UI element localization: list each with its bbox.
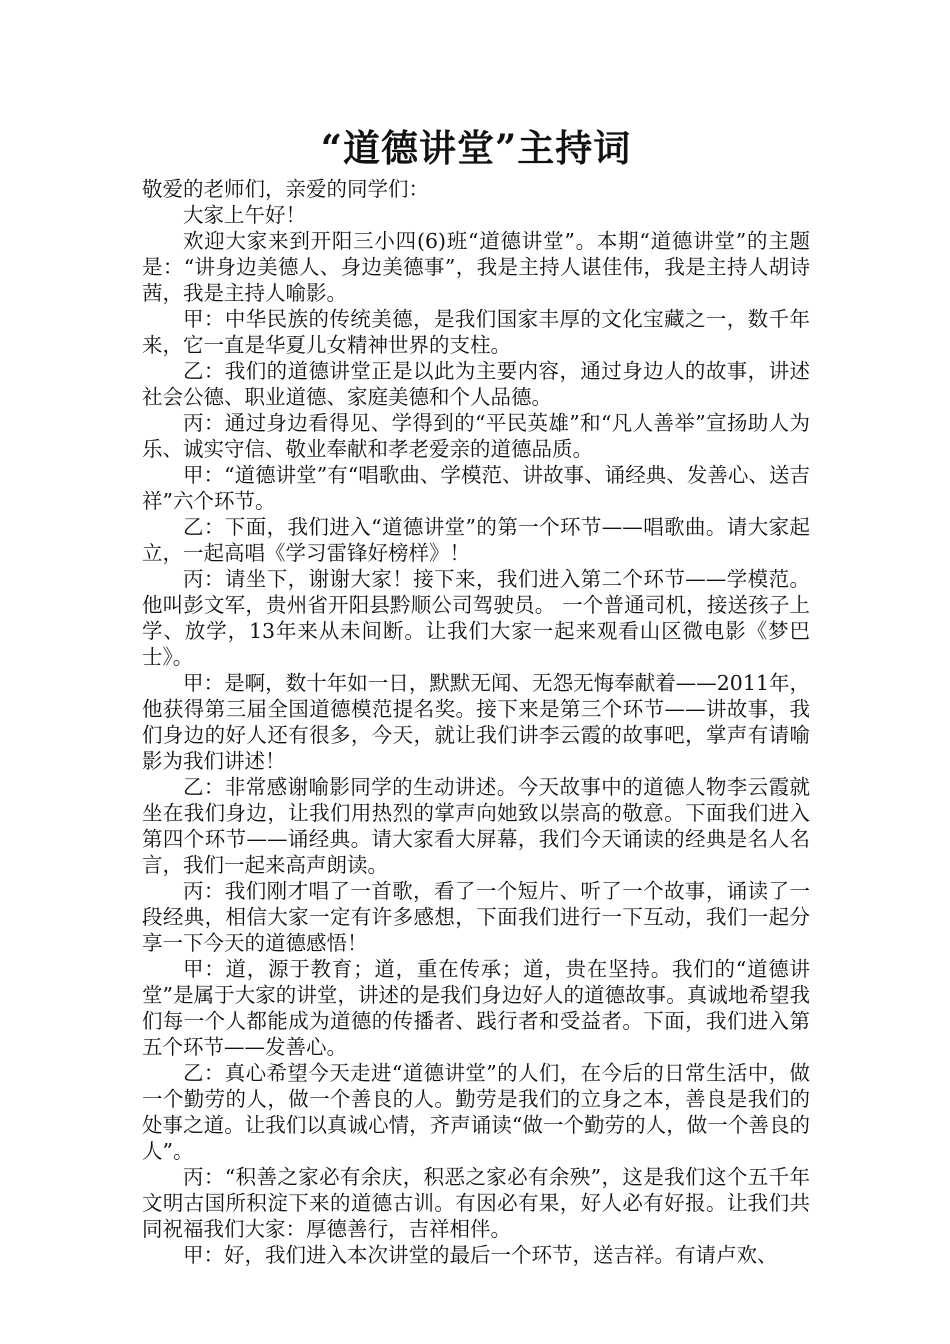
paragraph: 甲：道，源于教育；道，重在传承；道，贵在坚持。我们的“道德讲堂”是属于大家的讲堂，讲述的是我们身边好人的道德故事。真诚地希望我们每一个人都能成为道德的传播者、践行者和受益者。下面，我们进入第五个环节——发善心。 (142, 957, 810, 1059)
salutation: 敬爱的老师们，亲爱的同学们： (142, 177, 429, 201)
paragraph: 乙：非常感谢喻影同学的生动讲述。今天故事中的道德人物李云霞就坐在我们身边，让我们用热烈的掌声向她致以崇高的敬意。下面我们进入第四个环节——诵经典。请大家看大屏幕，我们今天诵读的经典是名人名言，我们一起来高声朗读。 (142, 775, 810, 877)
paragraph: 乙：我们的道德讲堂正是以此为主要内容，通过身边人的故事，讲述社会公德、职业道德、家庭美德和个人品德。 (142, 359, 810, 409)
document-title: “道德讲堂”主持词 (320, 126, 632, 170)
paragraph: 丙：请坐下，谢谢大家！接下来，我们进入第二个环节——学模范。他叫彭文军，贵州省开阳县黔顺公司驾驶员。 一个普通司机，接送孩子上学、放学，13年来从未间断。让我们大家一起来观看山区微电影《梦巴士》。 (142, 567, 810, 669)
paragraph: 甲：是啊，数十年如一日，默默无闻、无怨无悔奉献着——2011年，他获得第三届全国道德模范提名奖。接下来是第三个环节——讲故事，我们身边的好人还有很多，今天，就让我们讲李云霞的故事吧，掌声有请喻影为我们讲述！ (142, 671, 810, 773)
paragraph: 乙：下面，我们进入“道德讲堂”的第一个环节——唱歌曲。请大家起立，一起高唱《学习雷锋好榜样》！ (142, 515, 810, 565)
paragraph: 大家上午好！ (183, 203, 306, 227)
paragraph: 甲：中华民族的传统美德，是我们国家丰厚的文化宝藏之一，数千年来，它一直是华夏儿女精神世界的支柱。 (142, 307, 810, 357)
paragraph: 丙：我们刚才唱了一首歌，看了一个短片、听了一个故事，诵读了一段经典，相信大家一定有许多感想，下面我们进行一下互动，我们一起分享一下今天的道德感悟！ (142, 879, 810, 955)
paragraph: 甲：“道德讲堂”有“唱歌曲、学模范、讲故事、诵经典、发善心、送吉祥”六个环节。 (142, 463, 810, 513)
paragraph: 欢迎大家来到开阳三小四(6)班“道德讲堂”。本期“道德讲堂”的主题是：“讲身边美德人、身边美德事”，我是主持人谌佳伟，我是主持人胡诗茜，我是主持人喻影。 (142, 229, 810, 305)
paragraph: 丙：“积善之家必有余庆，积恶之家必有余殃”，这是我们这个五千年文明古国所积淀下来的道德古训。有因必有果，好人必有好报。让我们共同祝福我们大家：厚德善行，吉祥相伴。 (142, 1165, 810, 1241)
document-page (142, 120, 810, 1268)
paragraph: 甲：好，我们进入本次讲堂的最后一个环节，送吉祥。有请卢欢、 (183, 1243, 778, 1267)
paragraph: 丙：通过身边看得见、学得到的“平民英雄”和“凡人善举”宣扬助人为乐、诚实守信、敬业奉献和孝老爱亲的道德品质。 (142, 411, 810, 461)
paragraph: 乙：真心希望今天走进“道德讲堂”的人们，在今后的日常生活中，做一个勤劳的人，做一个善良的人。勤劳是我们的立身之本，善良是我们的处事之道。让我们以真诚心情，齐声诵读“做一个勤劳的人，做一个善良的人”。 (142, 1061, 810, 1163)
